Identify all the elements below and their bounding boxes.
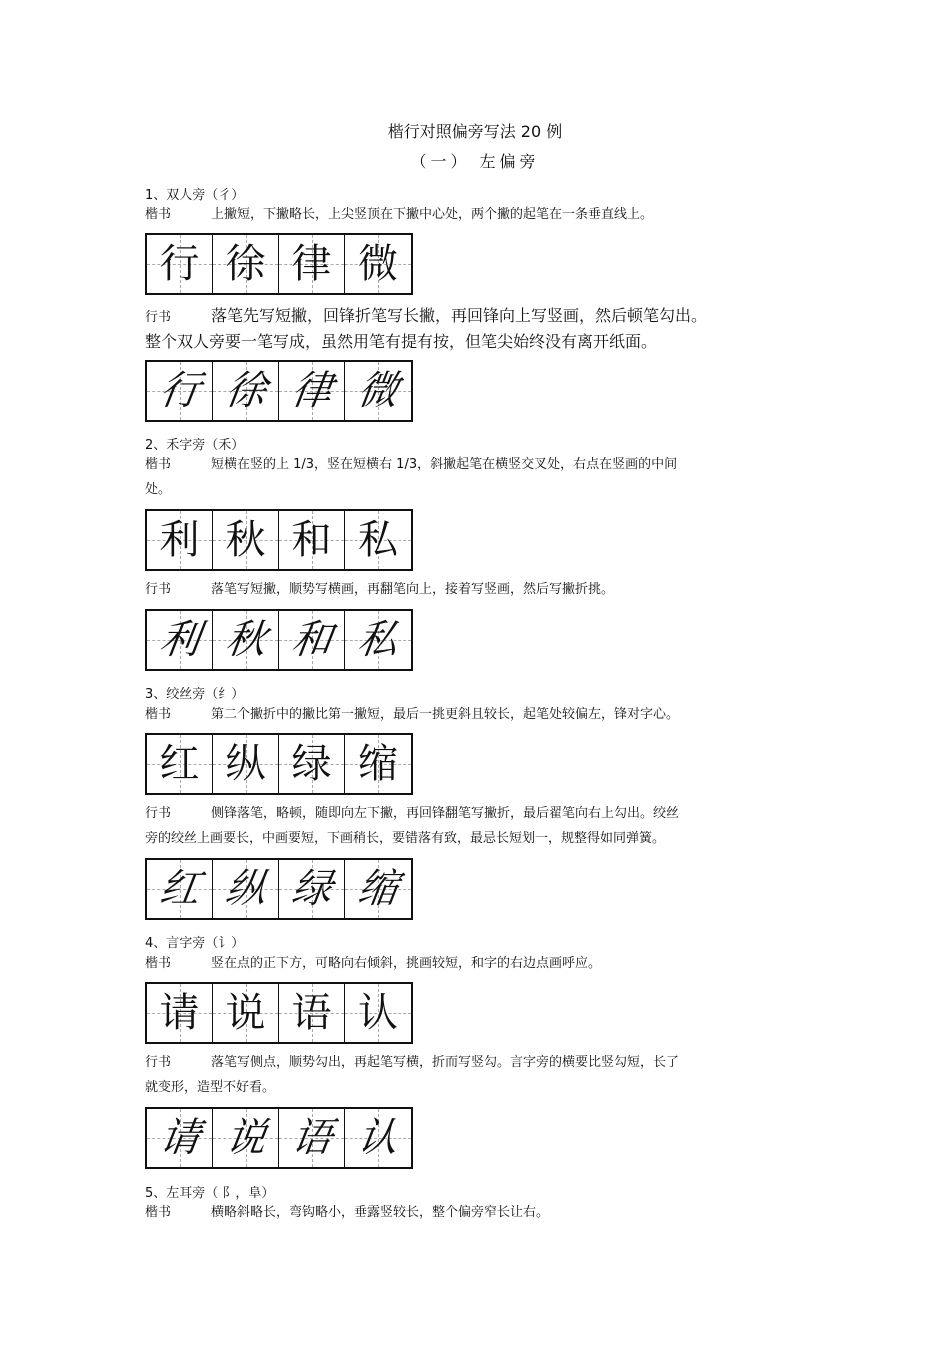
character: 请 <box>159 990 200 1036</box>
character-cell <box>213 1109 279 1167</box>
character: 缩 <box>354 866 402 912</box>
section-1-kai-grid <box>145 233 413 295</box>
character: 徐 <box>222 368 269 414</box>
character-cell <box>345 511 411 569</box>
kai-label: 楷书 <box>145 1205 172 1220</box>
section-2-xing-line <box>145 578 614 602</box>
character-cell <box>213 362 279 420</box>
character-cell <box>345 860 411 918</box>
character: 微 <box>354 368 402 414</box>
character-cell <box>147 235 213 293</box>
section-2-kai-grid <box>145 509 413 571</box>
page-subtitle: （一） 左偏旁 <box>410 152 540 171</box>
character-cell <box>279 611 345 669</box>
kai-description: 竖在点的正下方，可略向右倾斜，挑画较短，和字的右边点画呼应。 <box>211 956 602 971</box>
character-cell <box>147 860 213 918</box>
character: 利 <box>156 617 203 663</box>
character: 说 <box>225 990 266 1036</box>
character: 说 <box>222 1115 269 1161</box>
section-4-kai-grid <box>145 982 413 1044</box>
character-cell <box>147 511 213 569</box>
character: 绿 <box>291 741 332 787</box>
kai-description: 横略斜略长，弯钩略小，垂露竖较长，整个偏旁窄长让右。 <box>211 1205 550 1220</box>
character: 认 <box>358 990 398 1036</box>
character-cell <box>345 735 411 793</box>
character: 徐 <box>225 241 266 287</box>
character-cell <box>213 511 279 569</box>
character: 利 <box>159 517 200 563</box>
character-cell <box>147 1109 213 1167</box>
character: 私 <box>358 517 398 563</box>
character-cell <box>147 362 213 420</box>
section-1-heading: 1、双人旁（彳） <box>145 188 245 203</box>
section-2-heading: 2、禾字旁（禾） <box>145 438 245 453</box>
section-3-kai-line <box>145 703 679 727</box>
section-4-heading: 4、言字旁（讠） <box>145 936 245 951</box>
page-title: 楷行对照偏旁写法 20 例 <box>387 122 563 141</box>
section-4-xing-line <box>145 1051 679 1075</box>
xing-description: 落笔写短撇，顺势写横画，再翻笔向上，接着写竖画，然后写撇折挑。 <box>211 582 615 597</box>
character: 行 <box>159 241 200 287</box>
character-cell <box>213 611 279 669</box>
kai-description: 上撇短，下撇略长，上尖竖顶在下撇中心处，两个撇的起笔在一条垂直线上。 <box>211 207 654 222</box>
character-cell <box>147 735 213 793</box>
character-cell <box>279 235 345 293</box>
character: 缩 <box>358 741 398 787</box>
character-cell <box>345 611 411 669</box>
kai-description: 短横在竖的上 1/3，竖在短横右 1/3，斜撇起笔在横竖交叉处，右点在竖画的中间 <box>211 457 678 472</box>
character: 红 <box>159 741 200 787</box>
character-cell <box>147 611 213 669</box>
character-cell <box>345 984 411 1042</box>
xing-label: 行书 <box>145 582 172 597</box>
section-1-xing-line-2: 整个双人旁要一笔写成，虽然用笔有提有按，但笔尖始终没有离开纸面。 <box>145 332 658 351</box>
section-4-xing-line-2: 就变形，造型不好看。 <box>145 1080 276 1095</box>
xing-description: 落笔写侧点，顺势勾出，再起笔写横，折而写竖勾。言字旁的横要比竖勾短，长了 <box>211 1055 680 1070</box>
section-4-kai-line <box>145 952 601 976</box>
section-3-xing-line-2: 旁的绞丝上画要长，中画要短，下画稍长，要错落有致，最忌长短划一，规整得如同弹簧。 <box>145 831 666 846</box>
character-cell <box>279 1109 345 1167</box>
kai-description: 第二个撇折中的撇比第一撇短，最后一挑更斜且较长，起笔处较偏左，锋对字心。 <box>211 707 680 722</box>
character: 红 <box>156 866 203 912</box>
character-cell <box>147 984 213 1042</box>
character-cell <box>213 735 279 793</box>
xing-label: 行书 <box>145 806 172 821</box>
section-5-kai-line <box>145 1201 549 1225</box>
character: 纵 <box>222 866 269 912</box>
character: 律 <box>288 368 335 414</box>
character: 语 <box>291 990 332 1036</box>
section-3-xing-grid <box>145 858 413 920</box>
character: 认 <box>354 1115 402 1161</box>
character: 秋 <box>225 517 266 563</box>
character-cell <box>213 984 279 1042</box>
character-cell <box>345 235 411 293</box>
character-cell <box>345 362 411 420</box>
character: 行 <box>156 368 203 414</box>
character-cell <box>213 235 279 293</box>
character: 微 <box>358 241 398 287</box>
xing-description: 侧锋落笔，略顿，随即向左下撇，再回锋翻笔写撇折，最后翟笔向右上勾出。绞丝 <box>211 806 680 821</box>
xing-label: 行书 <box>145 1055 172 1070</box>
xing-label: 行书 <box>145 310 172 325</box>
character-cell <box>345 1109 411 1167</box>
xing-description: 落笔先写短撇，回锋折笔写长撇，再回锋向上写竖画，然后顿笔勾出。 <box>211 306 708 325</box>
section-3-xing-line <box>145 802 679 826</box>
character: 和 <box>291 517 332 563</box>
character: 和 <box>288 617 335 663</box>
kai-label: 楷书 <box>145 956 172 971</box>
character-cell <box>279 984 345 1042</box>
character: 秋 <box>222 617 269 663</box>
section-4-xing-grid <box>145 1107 413 1169</box>
section-1-kai-line <box>145 203 653 227</box>
character-cell <box>279 735 345 793</box>
character-cell <box>279 860 345 918</box>
character: 纵 <box>225 741 266 787</box>
kai-label: 楷书 <box>145 707 172 722</box>
section-2-xing-grid <box>145 609 413 671</box>
kai-label: 楷书 <box>145 457 172 472</box>
section-5-heading: 5、左耳旁（ 阝，阜） <box>145 1186 275 1201</box>
character-cell <box>279 362 345 420</box>
character-cell <box>279 511 345 569</box>
section-1-xing-grid <box>145 360 413 422</box>
character-cell <box>213 860 279 918</box>
character: 私 <box>354 617 402 663</box>
section-3-heading: 3、绞丝旁（纟） <box>145 687 245 702</box>
character: 绿 <box>288 866 335 912</box>
character: 律 <box>291 241 332 287</box>
character: 请 <box>156 1115 203 1161</box>
character: 语 <box>288 1115 335 1161</box>
kai-label: 楷书 <box>145 207 172 222</box>
section-2-kai-line <box>145 453 677 477</box>
section-2-kai-line-2: 处。 <box>145 482 172 497</box>
section-3-kai-grid <box>145 733 413 795</box>
